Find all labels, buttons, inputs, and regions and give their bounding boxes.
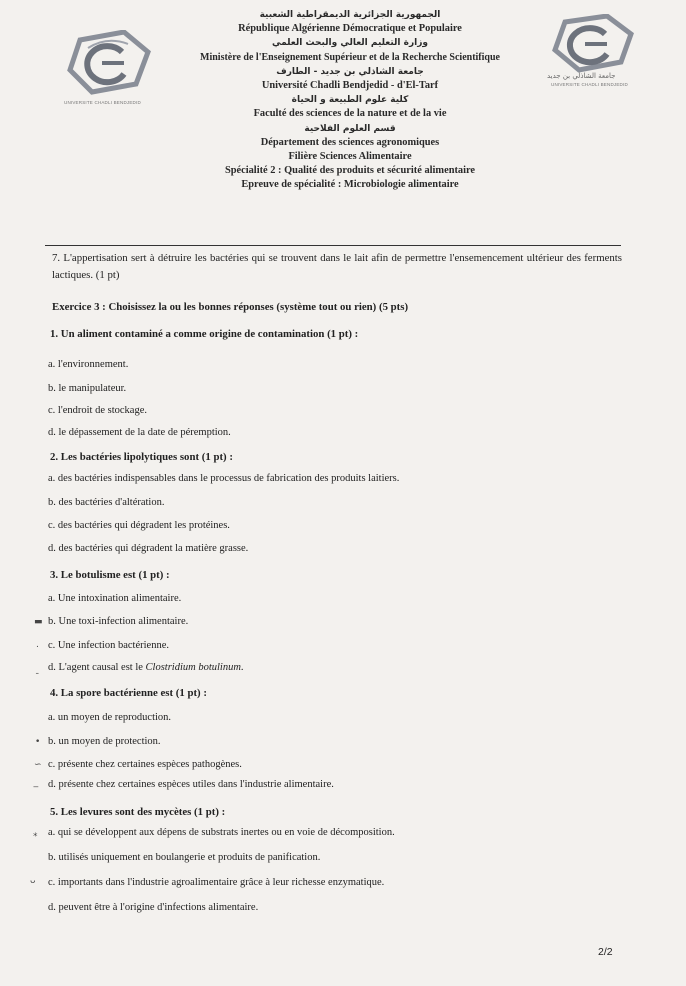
question-5-option-c: c. importants dans l'industrie agroalimentaire grâce à leur richesse enzymatique. xyxy=(48,877,385,888)
header-arabic-university: جامعة الشاذلي بن جديد - الطارف xyxy=(276,66,424,77)
exercise-3-title: Exercice 3 : Choisissez la ou les bonnes réponses (système tout ou rien) (5 pts) xyxy=(52,301,409,313)
header-department: Département des sciences agronomiques xyxy=(260,136,440,148)
question-2-option-b: b. des bactéries d'altération. xyxy=(48,497,165,508)
question-1-option-d: d. le dépassement de la date de péremption. xyxy=(48,427,231,438)
university-emblem-icon xyxy=(62,30,157,98)
handwritten-dot-icon: • xyxy=(35,737,41,747)
question-4-option-d: d. présente chez certaines espèces utiles dans l'industrie alimentaire. xyxy=(48,779,334,790)
header-ministry: Ministère de l'Enseignement Supérieur et de la Recherche Scientifique xyxy=(200,51,500,63)
header-arabic-republic: الجمهورية الجزائرية الديمقراطية الشعبية xyxy=(259,10,441,20)
question-3-option-a: a. Une intoxination alimentaire. xyxy=(48,593,182,604)
university-logo-left xyxy=(62,30,157,110)
header-university: Université Chadli Bendjedid - d'El-Tarf xyxy=(261,80,439,92)
question-4-option-a: a. un moyen de reproduction. xyxy=(48,712,172,723)
handwritten-mark-icon: ˍ xyxy=(35,665,40,675)
question-5-title: 5. Les levures sont des mycètes (1 pt) : xyxy=(50,806,226,818)
document-header xyxy=(150,8,550,193)
page-number: 2/2 xyxy=(598,946,613,958)
question-1-option-c: c. l'endroit de stockage. xyxy=(48,405,147,416)
header-republic: République Algérienne Démocratique et Populaire xyxy=(238,23,462,35)
question-1-title: 1. Un aliment contaminé a comme origine de contamination (1 pt) : xyxy=(50,328,359,340)
question-2-option-c: c. des bactéries qui dégradent les protéines. xyxy=(48,520,230,531)
question-3-option-b: b. Une toxi-infection alimentaire. xyxy=(48,616,189,627)
header-epreuve: Epreuve de spécialité : Microbiologie alimentaire xyxy=(241,179,459,191)
question-4-option-c: c. présente chez certaines espèces pathogènes. xyxy=(48,759,242,770)
header-divider xyxy=(45,245,621,246)
question-1-option-b: b. le manipulateur. xyxy=(48,383,127,394)
question-5-option-a: a. qui se développent aux dépens de substrats inertes ou en voie de décomposition. xyxy=(48,827,395,838)
handwritten-dot-icon: . xyxy=(36,640,39,650)
question-2-option-d: d. des bactéries qui dégradent la matière grasse. xyxy=(48,543,249,554)
header-filiere: Filière Sciences Alimentaire xyxy=(288,151,412,163)
header-specialite: Spécialité 2 : Qualité des produits et sécurité alimentaire xyxy=(224,165,476,177)
left-logo-caption: UNIVERSITE CHADLI BENDJEDID xyxy=(64,100,141,105)
question-4-title: 4. La spore bactérienne est (1 pt) : xyxy=(50,687,207,699)
header-arabic-department: قسم العلوم الفلاحية xyxy=(304,123,396,134)
question-2-option-a: a. des bactéries indispensables dans le processus de fabrication des produits laitiers. xyxy=(48,473,400,484)
question-7-text: 7. L'appertisation sert à détruire les bactéries qui se trouvent dans le lait afin de permettre l'ensemencement ultérieur des ferments lactiques. (1 pt) xyxy=(52,252,622,281)
question-1-option-a: a. l'environnement. xyxy=(48,359,129,370)
handwritten-mark-icon: ‒ xyxy=(33,782,39,792)
organism-name: Clostridium botulinum xyxy=(145,662,241,673)
question-3-option-d: d. L'agent causal est le Clostridium botulinum. xyxy=(48,662,244,673)
university-logo-right xyxy=(545,14,645,90)
handwritten-mark-icon: ▬ xyxy=(34,617,43,627)
handwritten-mark-icon: ᴗ xyxy=(30,876,36,886)
header-arabic-ministry: وزارة التعليم العالي والبحث العلمي xyxy=(271,38,429,49)
right-logo-caption: UNIVERSITE CHADLI BENDJEDID xyxy=(551,82,628,87)
question-5-option-b: b. utilisés uniquement en boulangerie et produits de panification. xyxy=(48,852,321,863)
header-arabic-faculty: كلية علوم الطبيعة و الحياة xyxy=(291,95,409,106)
handwritten-mark-icon: ∽ xyxy=(34,760,42,770)
header-faculty: Faculté des sciences de la nature et de la vie xyxy=(253,108,447,120)
university-emblem-icon xyxy=(545,14,640,74)
handwritten-mark-icon: ⁎ xyxy=(33,829,38,839)
question-5-option-d: d. peuvent être à l'origine d'infections alimentaire. xyxy=(48,902,259,913)
question-2-title: 2. Les bactéries lipolytiques sont (1 pt) : xyxy=(50,451,233,463)
question-3-option-c: c. Une infection bactérienne. xyxy=(48,640,169,651)
right-logo-arabic: جامعة الشاذلي بن جديد xyxy=(547,72,616,80)
question-4-option-b: b. un moyen de protection. xyxy=(48,736,161,747)
question-3-title: 3. Le botulisme est (1 pt) : xyxy=(50,569,170,581)
